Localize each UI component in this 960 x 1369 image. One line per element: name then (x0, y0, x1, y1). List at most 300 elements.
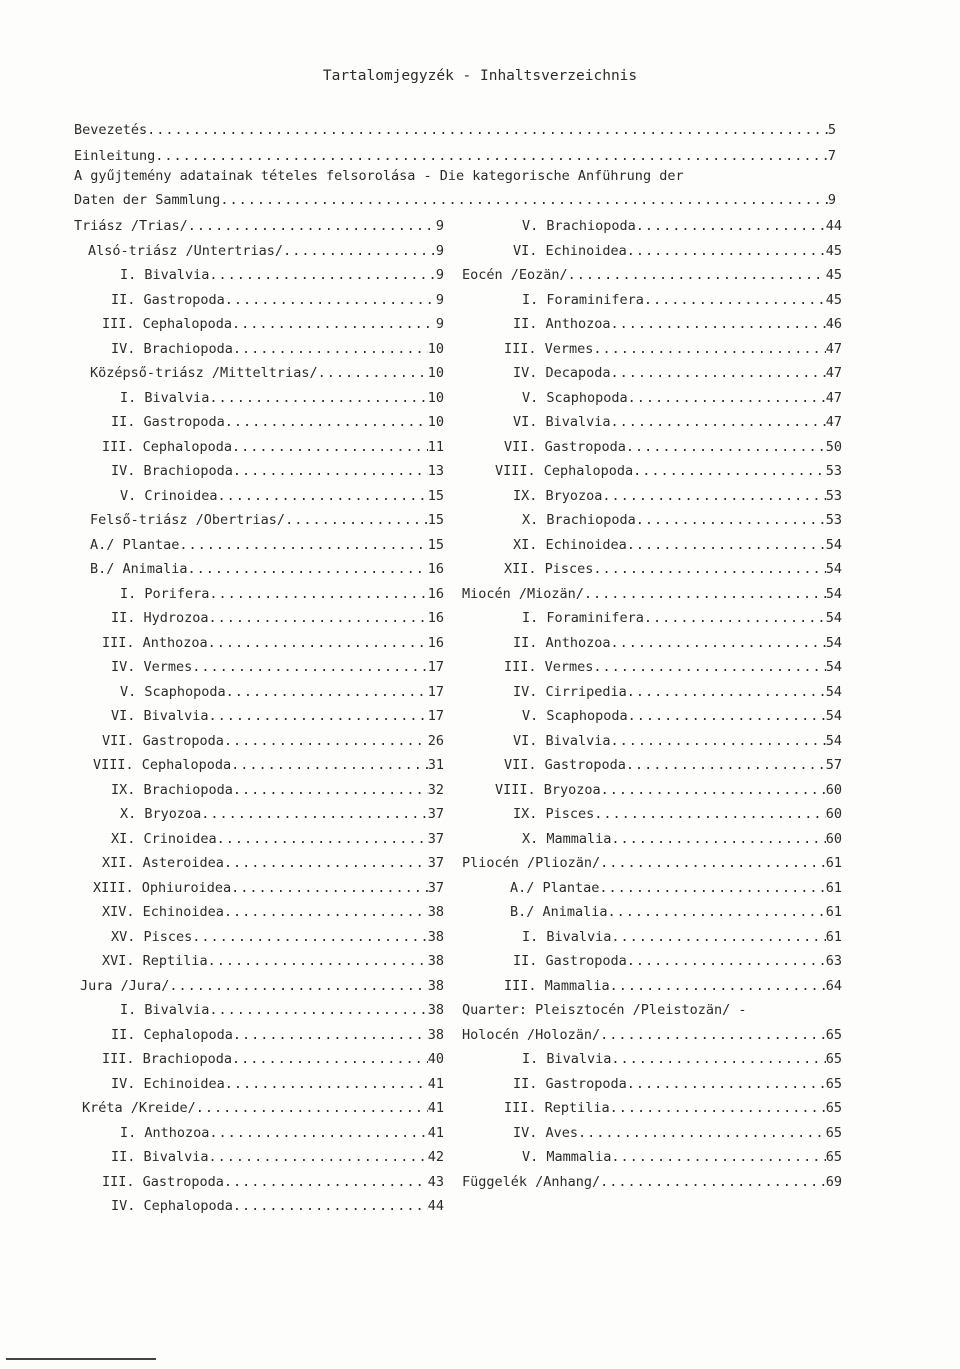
dot-leader (593, 339, 825, 359)
toc-entry-right (513, 731, 842, 751)
entry-label: IX. Brachiopoda (111, 781, 233, 798)
dot-leader (627, 951, 826, 971)
dot-leader (584, 584, 826, 604)
entry-page: 45 (825, 291, 842, 308)
entry-label: XI. Echinoidea (513, 536, 627, 553)
dot-leader (233, 1196, 428, 1216)
toc-entry-right (522, 290, 842, 310)
toc-entry-right (522, 388, 842, 408)
toc-entry-right (462, 853, 842, 873)
entry-label: I. Bivalvia (120, 267, 210, 283)
entry-page: 47 (825, 340, 842, 357)
toc-entry-right (462, 1025, 842, 1045)
entry-page: 9 (435, 242, 444, 259)
entry-label: VII. Gastropoda (504, 438, 626, 455)
entry-page: 15 (427, 512, 444, 528)
entry-page: 54 (825, 561, 842, 577)
entry-label: V. Crinoidea (120, 487, 218, 504)
entry-label: III. Reptilia (504, 1100, 610, 1116)
entry-page: 50 (825, 438, 842, 455)
entry-page: 13 (427, 463, 444, 479)
toc-entry (74, 146, 836, 166)
dot-leader (627, 1074, 826, 1094)
entry-label: I. Bivalvia (120, 389, 210, 406)
dot-leader (593, 657, 825, 677)
entry-label: VIII. Bryozoa (495, 781, 601, 798)
entry-page: 9 (827, 192, 836, 208)
entry-label: IV. Cephalopoda (111, 1198, 233, 1214)
entry-label: X. Brachiopoda (522, 512, 636, 528)
dot-leader (600, 1025, 826, 1045)
entry-page: 47 (825, 389, 842, 406)
entry-label: A./ Plantae (90, 536, 180, 553)
entry-page: 10 (427, 340, 444, 357)
entry-label: Kréta /Kreide/ (82, 1100, 196, 1116)
toc-entry-right (522, 608, 842, 628)
toc-entry-left (120, 486, 444, 506)
toc-entry-right (522, 829, 842, 849)
entry-page: 47 (825, 365, 842, 381)
entry-page: 41 (427, 1075, 444, 1092)
entry-page: 37 (427, 879, 444, 896)
dot-leader (636, 510, 826, 530)
entry-page: 9 (435, 316, 444, 332)
toc-entry-right (513, 682, 842, 702)
dot-leader (283, 241, 436, 261)
dot-leader (633, 461, 826, 481)
dot-leader (611, 829, 825, 849)
dot-leader (209, 1000, 427, 1020)
toc-entry-left (93, 755, 444, 775)
toc-entry-right (504, 976, 842, 996)
entry-label: I. Foraminifera (522, 610, 644, 626)
dot-leader (147, 120, 828, 140)
toc-entry-left (102, 437, 444, 457)
toc-entry-left (111, 927, 444, 947)
toc-entry-left (111, 780, 444, 800)
entry-page: 37 (427, 806, 444, 822)
dot-leader (208, 633, 428, 653)
dot-leader (644, 290, 826, 310)
toc-entry-left (111, 706, 444, 726)
entry-label: Holocén /Holozän/ (462, 1026, 601, 1043)
toc-entry-right (513, 314, 842, 334)
entry-label: III. Mammalia (504, 977, 610, 994)
toc-entry-right (462, 1000, 842, 1020)
dot-leader (610, 976, 826, 996)
entry-label: I. Porifera (120, 585, 210, 602)
toc-entry-left (120, 682, 444, 702)
dot-leader (602, 486, 825, 506)
dot-leader (599, 878, 825, 898)
entry-page: 17 (427, 659, 444, 675)
entry-page: 54 (825, 610, 842, 626)
toc-entry-left (111, 657, 444, 677)
dot-leader (233, 461, 428, 481)
page-title: Tartalomjegyzék - Inhaltsverzeichnis (322, 68, 638, 84)
entry-label: VII. Gastropoda (504, 757, 626, 773)
entry-page: 60 (825, 781, 842, 798)
entry-page: 69 (825, 1173, 842, 1190)
dot-leader (601, 780, 826, 800)
dot-leader (611, 927, 825, 947)
entry-page: 61 (825, 855, 842, 871)
entry-page: 53 (825, 463, 842, 479)
dot-leader (209, 706, 428, 726)
entry-label: Quarter: Pleisztocén /Pleistozän/ - (462, 1002, 747, 1018)
entry-page: 65 (825, 1051, 842, 1067)
dot-leader (628, 388, 826, 408)
toc-entry-right (510, 902, 842, 922)
entry-page: 54 (825, 683, 842, 700)
dot-leader (225, 290, 436, 310)
toc-entry-left (120, 1000, 444, 1020)
toc-entry-right (513, 804, 842, 824)
entry-label: XII. Asteroidea (102, 855, 224, 871)
entry-label: II. Gastropoda (513, 1075, 627, 1092)
dot-leader (594, 804, 825, 824)
dot-leader (224, 1172, 428, 1192)
entry-page: 46 (825, 316, 842, 332)
dot-leader (208, 951, 428, 971)
entry-page: 15 (427, 536, 444, 553)
entry-page: 61 (825, 928, 842, 945)
toc-entry-right (504, 559, 842, 579)
toc-entry-left (111, 1025, 444, 1045)
toc-entry-right (504, 1098, 842, 1118)
toc-entry-right (513, 363, 842, 383)
entry-label: II. Gastropoda (111, 291, 225, 308)
entry-page: 16 (427, 561, 444, 577)
toc-entry-right (513, 951, 842, 971)
dot-leader (232, 1049, 428, 1069)
toc-entry-left (111, 339, 444, 359)
dot-leader (627, 535, 826, 555)
toc-entry-left (90, 535, 444, 555)
dot-leader (231, 755, 428, 775)
toc-entry-right (513, 633, 842, 653)
entry-page: 53 (825, 512, 842, 528)
entry-label: III. Anthozoa (102, 634, 208, 651)
dot-leader (209, 608, 428, 628)
toc-entry-left (120, 388, 444, 408)
toc-entry-left (120, 804, 444, 824)
entry-label: IV. Aves (513, 1124, 579, 1141)
entry-label: A./ Plantae (510, 879, 600, 896)
entry-label: III. Cephalopoda (102, 438, 233, 455)
dot-leader (318, 363, 428, 383)
toc-entry-right (504, 437, 842, 457)
dot-leader (600, 853, 826, 873)
entry-label: III. Brachiopoda (102, 1051, 233, 1067)
entry-page: 64 (825, 977, 842, 994)
dot-leader (285, 510, 428, 530)
toc-entry-right (522, 1049, 842, 1069)
entry-label: VI. Bivalvia (111, 708, 209, 724)
dot-leader (611, 731, 826, 751)
entry-label: II. Anthozoa (513, 316, 611, 332)
dot-leader (192, 657, 427, 677)
entry-label: XV. Pisces (111, 928, 193, 945)
entry-label: Miocén /Miozän/ (462, 585, 584, 602)
entry-page: 7 (827, 148, 836, 164)
toc-entry-left (93, 878, 444, 898)
entry-label: IX. Bryozoa (513, 487, 603, 504)
dot-leader (626, 755, 826, 775)
toc-entry-left (90, 510, 444, 530)
dot-leader (233, 780, 428, 800)
toc-entry-left (102, 853, 444, 873)
dot-leader (209, 388, 427, 408)
entry-label: Daten der Sammlung (74, 192, 221, 208)
entry-page: 10 (427, 389, 444, 406)
entry-label: IV. Cirripedia (513, 683, 627, 700)
entry-page: 57 (825, 757, 842, 773)
entry-label: VI. Bivalvia (513, 732, 611, 749)
entry-page: 44 (427, 1198, 444, 1214)
entry-page: 42 (427, 1149, 444, 1165)
entry-page: 53 (825, 487, 842, 504)
dot-leader (611, 1147, 825, 1167)
dot-leader (209, 265, 435, 285)
entry-label: B./ Animalia (510, 904, 608, 920)
toc-entry-right (495, 461, 842, 481)
dot-leader (627, 682, 826, 702)
entry-page: 38 (427, 1026, 444, 1043)
toc-entry-right (522, 1147, 842, 1167)
entry-page: 17 (427, 708, 444, 724)
entry-label: I. Anthozoa (120, 1124, 210, 1141)
dot-leader (600, 1172, 826, 1192)
wrapped-entry-line2 (74, 190, 836, 210)
entry-page: 41 (427, 1100, 444, 1116)
entry-label: VI. Echinoidea (513, 242, 627, 259)
entry-page: 40 (427, 1051, 444, 1067)
dot-leader (155, 146, 828, 166)
dot-leader (608, 902, 826, 922)
entry-page: 60 (825, 830, 842, 847)
entry-label: II. Bivalvia (111, 1149, 209, 1165)
dot-leader (220, 190, 828, 210)
toc-entry-right (522, 216, 842, 236)
entry-label: XIII. Ophiuroidea (93, 879, 232, 896)
entry-page: 65 (825, 1149, 842, 1165)
dot-leader (188, 559, 428, 579)
entry-label: VI. Bivalvia (513, 414, 611, 430)
entry-label: III. Vermes (504, 659, 594, 675)
dot-leader (224, 853, 428, 873)
entry-page: 44 (825, 218, 842, 234)
entry-label: I. Bivalvia (522, 1051, 612, 1067)
dot-leader (578, 1123, 826, 1143)
toc-entry-left (111, 290, 444, 310)
entry-page: 38 (427, 1002, 444, 1018)
entry-page: 65 (825, 1124, 842, 1141)
dot-leader (233, 1025, 428, 1045)
dot-leader (636, 216, 826, 236)
entry-label: VII. Gastropoda (102, 732, 224, 749)
dot-leader (217, 829, 428, 849)
entry-label: V. Mammalia (522, 1149, 612, 1165)
entry-label: II. Hydrozoa (111, 610, 209, 626)
dot-leader (226, 682, 428, 702)
entry-label: I. Bivalvia (522, 928, 612, 945)
toc-entry-left (111, 608, 444, 628)
dot-leader (232, 437, 428, 457)
entry-label: XVI. Reptilia (102, 953, 208, 969)
dot-leader (232, 314, 436, 334)
entry-page: 61 (825, 879, 842, 896)
toc-entry-left (102, 731, 444, 751)
entry-label: IV. Vermes (111, 659, 193, 675)
entry-page: 9 (435, 218, 444, 234)
toc-entry-left (111, 1196, 444, 1216)
dot-leader (188, 216, 436, 236)
dot-leader (611, 1049, 825, 1069)
entry-label: Triász /Trias/ (74, 218, 188, 234)
toc-entry-right (495, 780, 842, 800)
entry-page: 65 (825, 1075, 842, 1092)
entry-page: 54 (825, 585, 842, 602)
dot-leader (611, 412, 826, 432)
entry-label: Eocén /Eozän/ (462, 267, 568, 283)
entry-label: I. Foraminifera (522, 291, 644, 308)
dot-leader (224, 731, 428, 751)
toc-entry-right (513, 412, 842, 432)
entry-label: II. Anthozoa (513, 634, 611, 651)
dot-leader (627, 241, 826, 261)
entry-label: Pliocén /Pliozän/ (462, 855, 601, 871)
entry-page: 31 (427, 757, 444, 773)
entry-label: IV. Brachiopoda (111, 340, 233, 357)
toc-entry (74, 120, 836, 140)
dot-leader (179, 535, 427, 555)
entry-page: 47 (825, 414, 842, 430)
dot-leader (218, 486, 428, 506)
entry-label: V. Scaphopoda (522, 708, 628, 724)
dot-leader (209, 1147, 428, 1167)
entry-label: IX. Pisces (513, 806, 595, 822)
entry-label: IV. Decapoda (513, 365, 611, 381)
entry-label: III. Gastropoda (102, 1173, 224, 1190)
entry-label: VIII. Cephalopoda (495, 463, 634, 479)
entry-page: 16 (427, 585, 444, 602)
entry-page: 45 (825, 242, 842, 259)
toc-entry-left (111, 461, 444, 481)
toc-entry-left (120, 584, 444, 604)
toc-entry-right (522, 510, 842, 530)
entry-page: 60 (825, 806, 842, 822)
entry-label: I. Bivalvia (120, 1002, 210, 1018)
toc-entry-left (111, 1147, 444, 1167)
dot-leader (209, 584, 427, 604)
entry-label: X. Mammalia (522, 830, 612, 847)
entry-label: XII. Pisces (504, 561, 594, 577)
dot-leader (169, 976, 427, 996)
entry-page: 38 (427, 904, 444, 920)
dot-leader (644, 608, 826, 628)
scan-mark (6, 1358, 156, 1360)
entry-page: 5 (827, 122, 836, 138)
toc-entry-right (513, 1123, 842, 1143)
entry-label: IV. Brachiopoda (111, 463, 233, 479)
entry-label: Jura /Jura/ (80, 977, 170, 994)
entry-label: IV. Echinoidea (111, 1075, 225, 1092)
toc-entry-left (111, 412, 444, 432)
entry-label: X. Bryozoa (120, 806, 202, 822)
entry-page: 65 (825, 1026, 842, 1043)
entry-label: XI. Crinoidea (111, 830, 217, 847)
entry-label: Középső-triász /Mitteltrias/ (90, 365, 318, 381)
toc-entry-left (102, 633, 444, 653)
entry-page: 38 (427, 928, 444, 945)
entry-label: II. Gastropoda (513, 953, 627, 969)
entry-label: Alsó-triász /Untertrias/ (88, 242, 284, 259)
entry-label: Bevezetés (74, 122, 148, 138)
toc-entry-left (111, 829, 444, 849)
dot-leader (225, 1074, 428, 1094)
toc-entry-left (102, 902, 444, 922)
toc-entry-right (504, 339, 842, 359)
entry-page: 32 (427, 781, 444, 798)
dot-leader (611, 314, 826, 334)
dot-leader (233, 339, 428, 359)
toc-entry-left (80, 976, 444, 996)
toc-entry-right (462, 584, 842, 604)
toc-entry-left (120, 265, 444, 285)
toc-entry-left (102, 951, 444, 971)
entry-page: 26 (427, 732, 444, 749)
entry-page: 16 (427, 610, 444, 626)
toc-entry-right (522, 706, 842, 726)
toc-entry-left (88, 241, 444, 261)
entry-page: 38 (427, 977, 444, 994)
entry-page: 9 (435, 291, 444, 308)
toc-entry-right (504, 755, 842, 775)
entry-page: 10 (427, 365, 444, 381)
entry-page: 61 (825, 904, 842, 920)
entry-page: 54 (825, 732, 842, 749)
entry-page: 65 (825, 1100, 842, 1116)
entry-page: 15 (427, 487, 444, 504)
dot-leader (610, 1098, 826, 1118)
dot-leader (192, 927, 427, 947)
entry-page: 54 (825, 536, 842, 553)
toc-entry-left (82, 1098, 444, 1118)
toc-entry-left (102, 314, 444, 334)
dot-leader (225, 412, 428, 432)
toc-entry-left (111, 1074, 444, 1094)
toc-entry-left (102, 1172, 444, 1192)
entry-label: B./ Animalia (90, 561, 188, 577)
dot-leader (209, 1123, 427, 1143)
toc-entry-right (513, 535, 842, 555)
dot-leader (224, 902, 428, 922)
entry-page: 54 (825, 708, 842, 724)
toc-entry-right (513, 241, 842, 261)
dot-leader (196, 1098, 428, 1118)
entry-label: XIV. Echinoidea (102, 904, 224, 920)
toc-entry-left (102, 1049, 444, 1069)
toc-entry-right (462, 265, 842, 285)
toc-entry-right (504, 657, 842, 677)
entry-page: 10 (427, 414, 444, 430)
entry-page: 17 (427, 683, 444, 700)
entry-page: 16 (427, 634, 444, 651)
toc-entry-right (510, 878, 842, 898)
entry-page: 43 (427, 1173, 444, 1190)
dot-leader (626, 437, 826, 457)
